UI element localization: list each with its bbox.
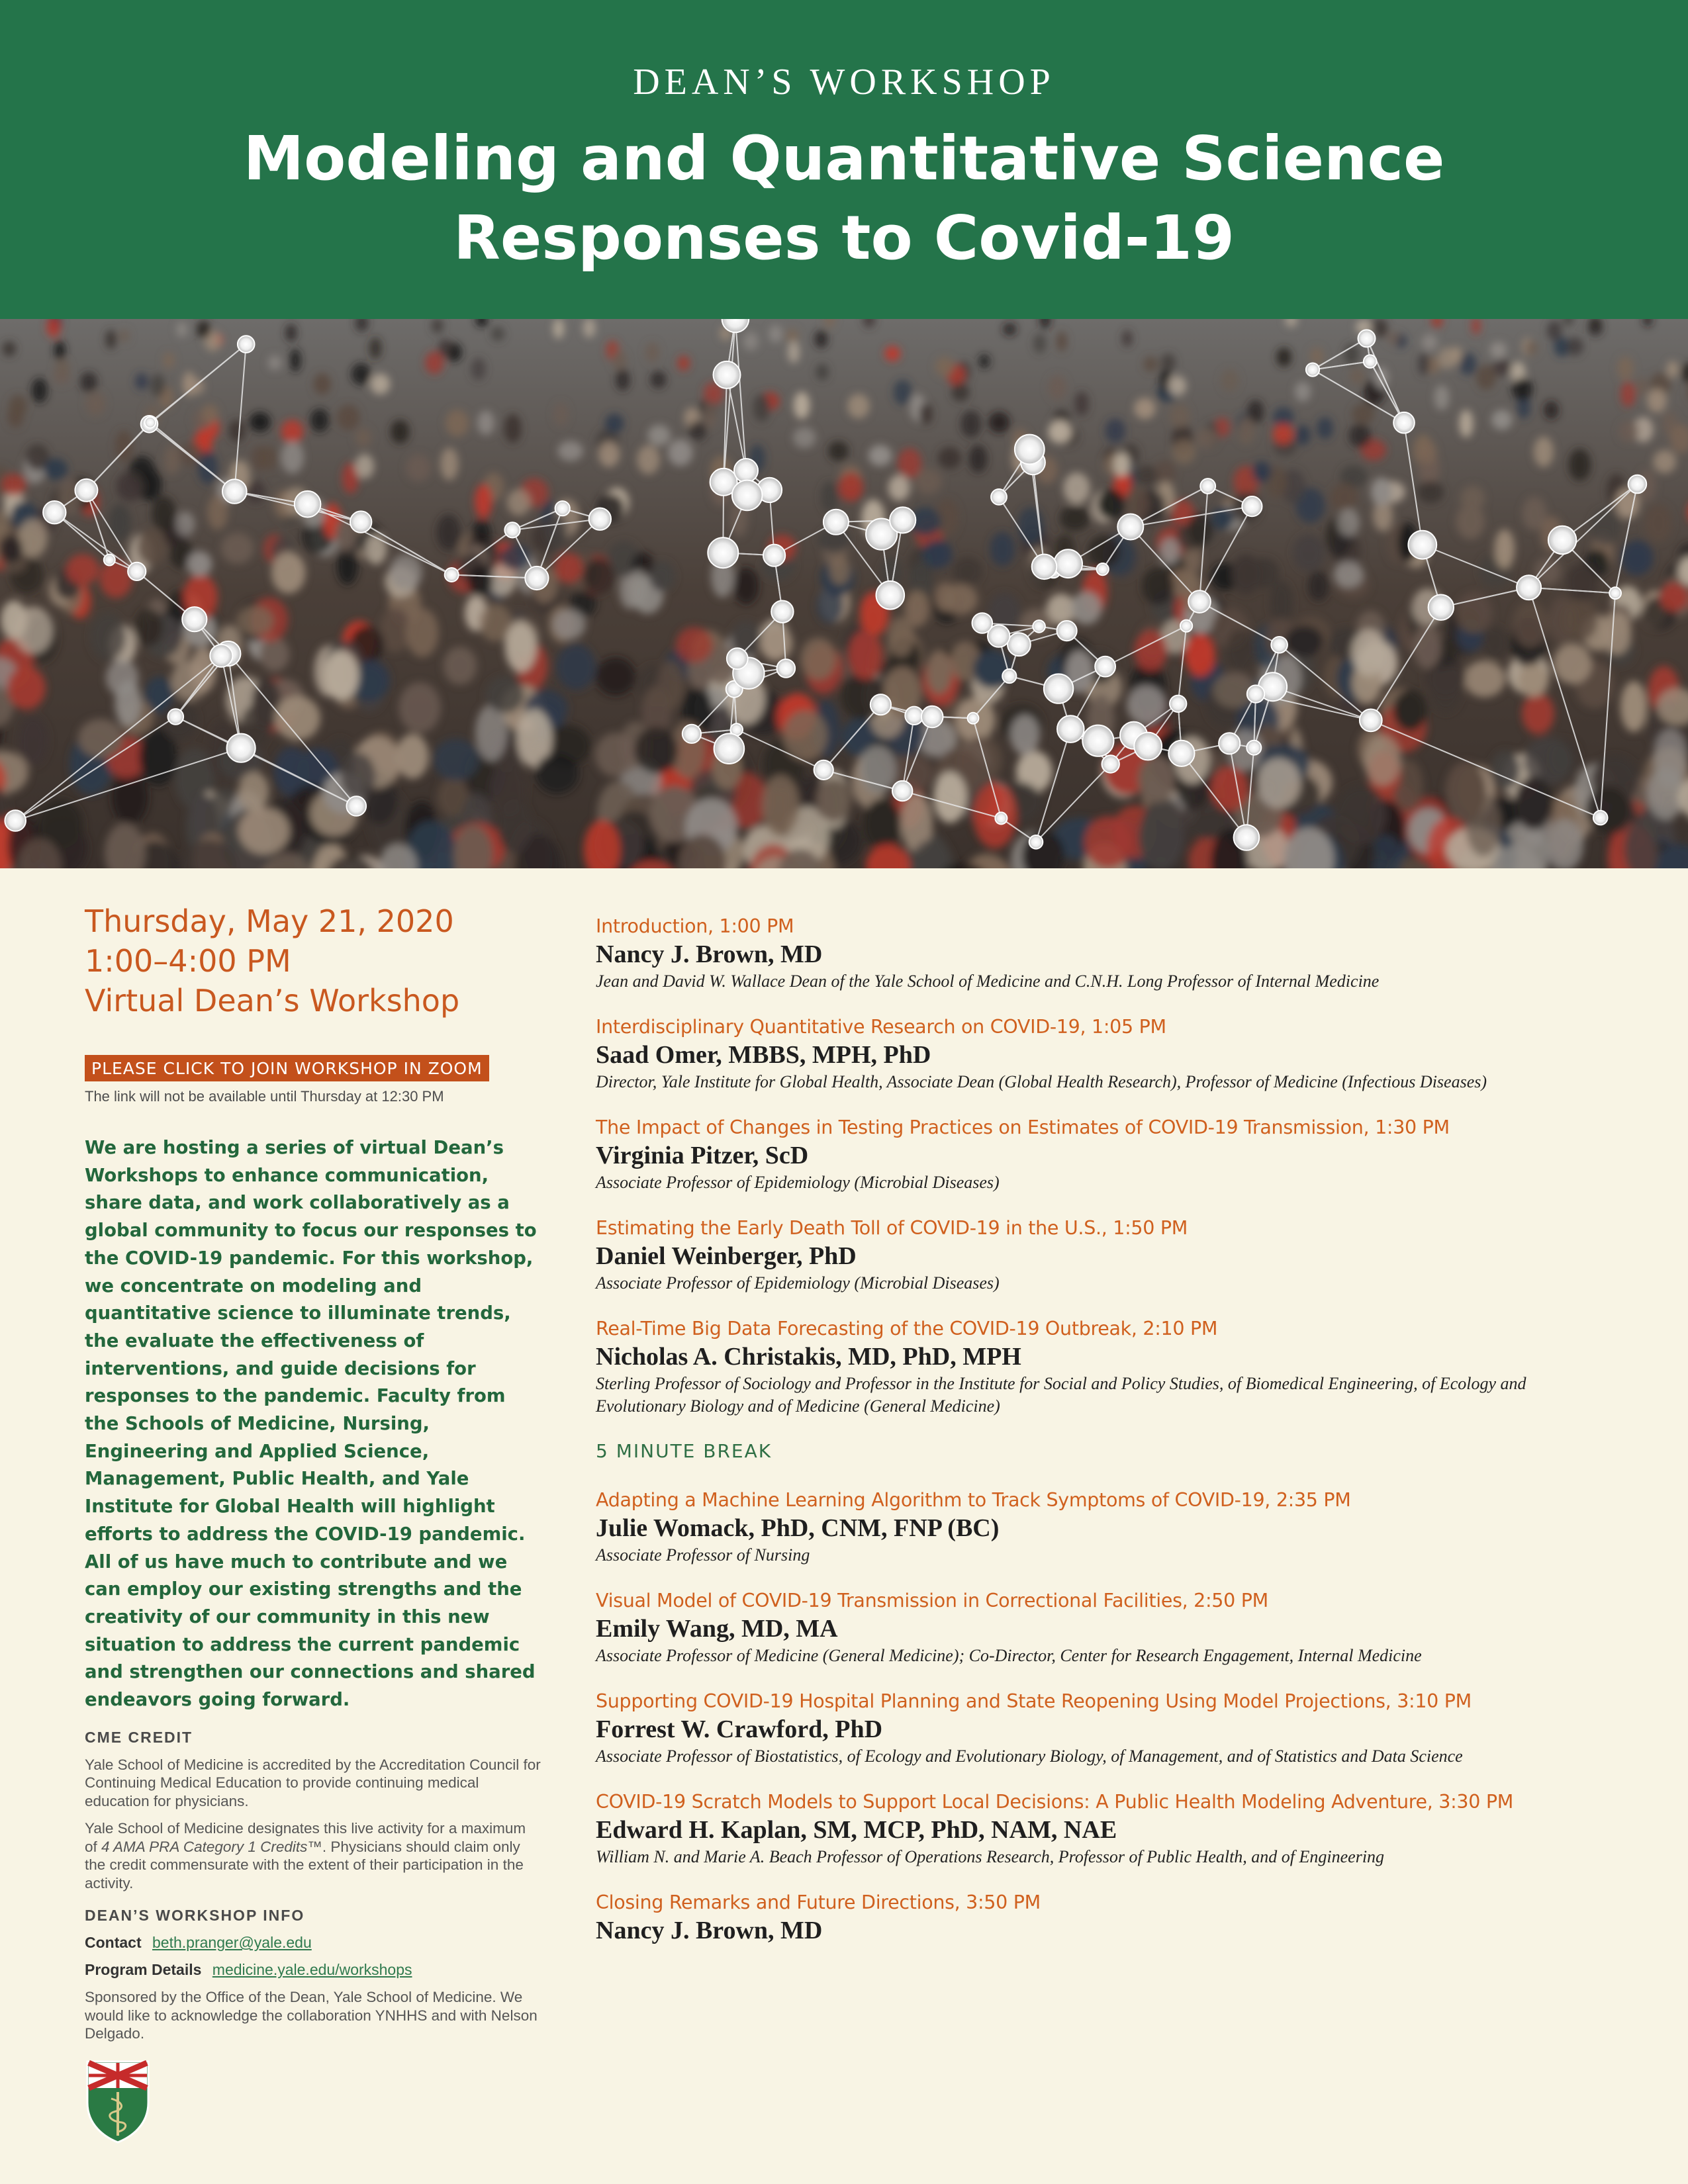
cme-designation-b: . Physicians should claim only the credit commensurate with the extent of their participation in the activity.	[85, 1838, 524, 1891]
sponsor-note: Sponsored by the Office of the Dean, Yale School of Medicine. We would like to acknowledge the collaboration YNHHS and with Nelson Delgado.	[85, 1989, 538, 2042]
session-title: The Impact of Changes in Testing Practices on Estimates of COVID-19 Transmission, 1:30 PM	[596, 1116, 1450, 1138]
session-speaker: Julie Womack, PhD, CNM, FNP (BC)	[596, 1514, 1000, 1542]
session-speaker-role: Associate Professor of Medicine (General Medicine); Co-Director, Center for Research Engagement, Internal Medicine	[596, 1646, 1422, 1665]
cme-credit-type: 4 AMA PRA Category 1 Credits™	[101, 1838, 322, 1855]
event-name: Virtual Dean’s Workshop	[85, 983, 460, 1019]
page-title	[0, 119, 1688, 278]
session-speaker-role: Director, Yale Institute for Global Health, Associate Dean (Global Health Research), Professor of Medicine (Infectious Diseases)	[596, 1072, 1487, 1091]
crowd-network-image	[0, 319, 1688, 868]
session-speaker-role: Associate Professor of Epidemiology (Microbial Diseases)	[596, 1273, 1000, 1293]
cme-designation	[85, 1819, 541, 1892]
sessions-after-break	[596, 1488, 1655, 1946]
session-speaker: Nancy J. Brown, MD	[596, 1917, 823, 1944]
session-title: COVID-19 Scratch Models to Support Local Decisions: A Public Health Modeling Adventure, 3:30 PM	[596, 1791, 1514, 1813]
join-zoom-button[interactable]: PLEASE CLICK TO JOIN WORKSHOP IN ZOOM	[85, 1055, 489, 1081]
contact-row	[85, 1934, 541, 1952]
session-item	[596, 1589, 1655, 1667]
session-speaker: Virginia Pitzer, ScD	[596, 1142, 809, 1169]
session-title: Interdisciplinary Quantitative Research on COVID-19, 1:05 PM	[596, 1016, 1166, 1038]
break-label: 5 MINUTE BREAK	[596, 1440, 773, 1462]
session-speaker-role: Associate Professor of Epidemiology (Microbial Diseases)	[596, 1173, 1000, 1192]
intro-paragraph: We are hosting a series of virtual Dean’s Workshops to enhance communication, share data, and work collaboratively as a global community to focus our responses to the COVID-19 pandemic. For this workshop, we concentrate on modeling and quantitative science to illuminate trends, the evaluate the effectiveness of interventions, and guide decisions for responses to the pandemic. Faculty from the Schools of Medicine, Nursing, Engineering and Applied Science, Management, Public Health, and Yale Institute for Global Health will highlight efforts to address the COVID-19 pandemic. All of us have much to contribute and we can employ our existing strengths and the creativity of our community in this new situation to address the current pandemic and strengthen our connections and shared endeavors going forward.	[85, 1137, 537, 1711]
contact-label: Contact	[85, 1934, 142, 1952]
session-title: Visual Model of COVID-19 Transmission in Correctional Facilities, 2:50 PM	[596, 1590, 1268, 1612]
session-speaker: Forrest W. Crawford, PhD	[596, 1715, 883, 1743]
crowd-network-svg	[0, 319, 1688, 868]
session-speaker-role: Sterling Professor of Sociology and Professor in the Institute for Social and Policy Studies, of Biomedical Engineering, of Ecology and Evolutionary Biology and of Medicine (General Medicine)	[596, 1374, 1526, 1416]
program-schedule	[596, 915, 1655, 1969]
session-item	[596, 1790, 1655, 1868]
cme-accreditation: Yale School of Medicine is accredited by the Accreditation Council for Continuing Medical Education to provide continuing medical education for physicians.	[85, 1756, 541, 1809]
info-heading: DEAN’S WORKSHOP INFO	[85, 1907, 305, 1925]
cme-heading: CME CREDIT	[85, 1728, 193, 1746]
session-title: Supporting COVID-19 Hospital Planning and State Reopening Using Model Projections, 3:10 PM	[596, 1690, 1472, 1712]
session-speaker-role: Associate Professor of Nursing	[596, 1545, 810, 1565]
session-speaker: Nancy J. Brown, MD	[596, 940, 823, 968]
session-item	[596, 1488, 1655, 1567]
session-title: Closing Remarks and Future Directions, 3:50 PM	[596, 1891, 1041, 1913]
session-speaker: Edward H. Kaplan, SM, MCP, PhD, NAM, NAE	[596, 1816, 1117, 1844]
title-line-1: Modeling and Quantitative Science	[243, 123, 1445, 194]
event-sidebar	[85, 901, 541, 2147]
session-speaker-role: William N. and Marie A. Beach Professor of Operations Research, Professor of Public Health, and of Engineering	[596, 1847, 1385, 1866]
session-item	[596, 1690, 1655, 1768]
session-speaker: Emily Wang, MD, MA	[596, 1615, 838, 1643]
session-item	[596, 915, 1655, 993]
event-date: Thursday, May 21, 2020	[85, 903, 454, 939]
cme-designation-a: Yale School of Medicine designates this live activity for a maximum of	[85, 1820, 526, 1855]
session-item	[596, 1116, 1655, 1194]
yale-medicine-shield-icon	[85, 2059, 541, 2147]
header-banner	[0, 0, 1688, 319]
session-item	[596, 1216, 1655, 1295]
session-title: Introduction, 1:00 PM	[596, 915, 794, 937]
session-title: Adapting a Machine Learning Algorithm to Track Symptoms of COVID-19, 2:35 PM	[596, 1489, 1351, 1511]
event-time: 1:00–4:00 PM	[85, 943, 291, 979]
session-title: Estimating the Early Death Toll of COVID-19 in the U.S., 1:50 PM	[596, 1217, 1188, 1239]
session-title: Real-Time Big Data Forecasting of the COVID-19 Outbreak, 2:10 PM	[596, 1318, 1218, 1340]
session-speaker: Saad Omer, MBBS, MPH, PhD	[596, 1041, 931, 1069]
session-speaker-role: Associate Professor of Biostatistics, of Ecology and Evolutionary Biology, of Management, and of Statistics and Data Science	[596, 1747, 1463, 1766]
sessions-before-break	[596, 915, 1655, 1418]
title-line-2: Responses to Covid-19	[453, 203, 1235, 273]
workshop-kicker: DEAN’S WORKSHOP	[633, 62, 1055, 103]
session-speaker: Daniel Weinberger, PhD	[596, 1242, 857, 1270]
link-availability-note: The link will not be available until Thursday at 12:30 PM	[85, 1088, 444, 1105]
session-speaker: Nicholas A. Christakis, MD, PhD, MPH	[596, 1343, 1021, 1371]
contact-email-link[interactable]: beth.pranger@yale.edu	[152, 1934, 312, 1952]
session-speaker-role: Jean and David W. Wallace Dean of the Yale School of Medicine and C.N.H. Long Professor of Internal Medicine	[596, 972, 1380, 991]
session-item	[596, 1317, 1655, 1418]
program-label: Program Details	[85, 1961, 202, 1979]
session-item	[596, 1891, 1655, 1946]
session-item	[596, 1015, 1655, 1093]
program-row	[85, 1961, 541, 1979]
program-details-link[interactable]: medicine.yale.edu/workshops	[212, 1961, 412, 1979]
